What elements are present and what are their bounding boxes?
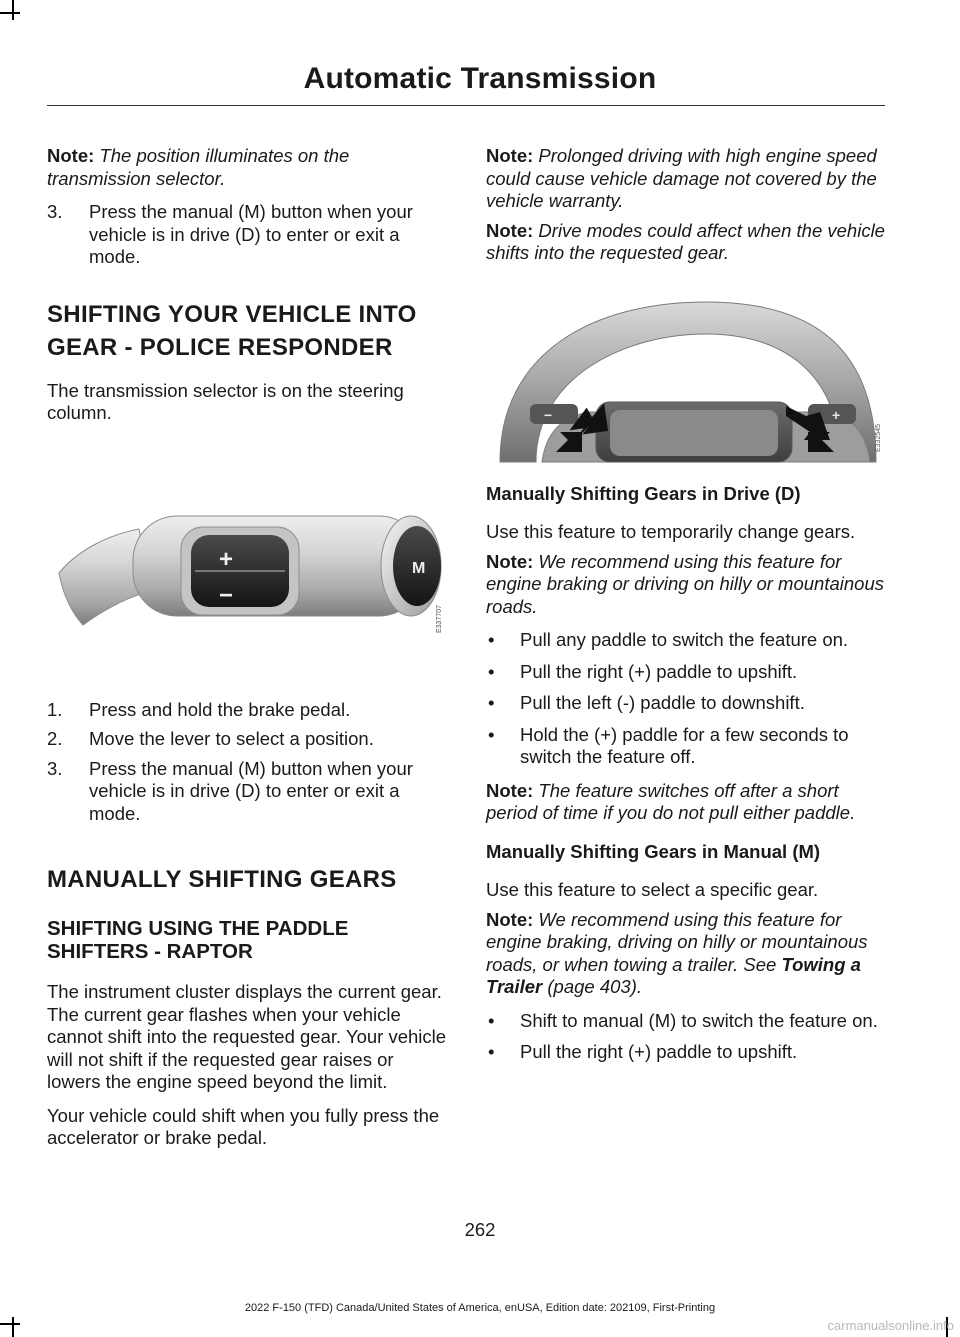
list-item: • Shift to manual (M) to switch the feature on.: [488, 1009, 878, 1031]
subsection-heading: SHIFTING USING THE PADDLE SHIFTERS - RAPTOR: [47, 917, 349, 963]
note: Note: We recommend using this feature for engine braking or driving on hilly or mountainous roads.: [486, 550, 884, 617]
left-column: [47, 145, 447, 1150]
edition-line: 2022 F-150 (TFD) Canada/United States of America, enUSA, Edition date: 202109, First-Printing: [244, 1302, 716, 1314]
figure-code: E332545: [875, 423, 882, 452]
note: Note: The position illuminates on the transmission selector.: [47, 145, 350, 189]
page-number: 262: [464, 1219, 496, 1240]
subsection-heading: Manually Shifting Gears in Drive (D): [486, 482, 801, 504]
crop-mark: [12, 0, 14, 20]
section-heading: SHIFTING YOUR VEHICLE INTO GEAR - POLICE RESPONDER: [47, 300, 417, 361]
list-item: 2. Move the lever to select a position.: [47, 728, 374, 749]
bullet-list: [486, 1010, 886, 1064]
paragraph: Use this feature to temporarily change gears.: [486, 521, 856, 542]
page-title: Automatic Transmission: [303, 62, 657, 95]
watermark: carmanualsonline.info: [827, 1318, 954, 1333]
cross-reference-link[interactable]: Towing a Trailer: [486, 953, 861, 997]
list-item: • Pull the right (+) paddle to upshift.: [488, 1041, 798, 1062]
figure-code: E337707: [436, 604, 443, 633]
steering-wheel-paddles-illustration: [486, 292, 886, 467]
numbered-list: [47, 699, 447, 826]
right-column: [486, 145, 886, 1064]
list-item: • Pull the left (-) paddle to downshift.: [488, 692, 805, 713]
minus-paddle-label: −: [544, 406, 553, 423]
subsection-heading: Manually Shifting Gears in Manual (M): [486, 840, 821, 862]
list-item: • Pull any paddle to switch the feature on.: [488, 629, 849, 650]
paragraph: Your vehicle could shift when you fully press the accelerator or brake pedal.: [47, 1104, 440, 1148]
list-item: 1. Press and hold the brake pedal.: [47, 698, 351, 720]
minus-button-label: −: [219, 581, 234, 609]
list-item: • Hold the (+) paddle for a few seconds to switch the feature off.: [488, 723, 849, 767]
paragraph: The instrument cluster displays the current gear. The current gear flashes when your vehicle cannot shift into the requested gear. Your vehicle will not shift if the requested gear raises or lowers the engine speed beyond the limit.: [47, 981, 447, 1092]
m-button-label: M: [412, 559, 426, 577]
transmission-lever-figure: [47, 463, 447, 678]
crop-mark: [0, 12, 20, 14]
plus-button-label: +: [219, 545, 234, 573]
crop-mark: [0, 1323, 20, 1325]
plus-paddle-label: +: [832, 406, 841, 423]
note: Note: Prolonged driving with high engine speed could cause vehicle damage not covered by the vehicle warranty.: [486, 145, 877, 211]
section-heading: MANUALLY SHIFTING GEARS: [47, 866, 397, 893]
steering-column-lever-illustration: [47, 463, 447, 678]
list-item: • Pull the right (+) paddle to upshift.: [488, 660, 798, 682]
note: Note: Drive modes could affect when the vehicle shifts into the requested gear.: [486, 219, 885, 263]
list-item: 3. Press the manual (M) button when your vehicle is in drive (D) to enter or exit a mode.: [47, 757, 413, 824]
header-divider: [47, 105, 885, 106]
steering-wheel-figure: [486, 292, 886, 467]
list-item: 3. Press the manual (M) button when your vehicle is in drive (D) to enter or exit a mode.: [47, 201, 413, 267]
crop-mark: [12, 1317, 14, 1337]
bullet-list: [486, 629, 886, 769]
note: Note: The feature switches off after a short period of time if you do not pull either paddle.: [486, 779, 856, 823]
paragraph: The transmission selector is on the steering column.: [47, 379, 404, 423]
note: Note: We recommend using this feature for engine braking, driving on hilly or mountainous roads, or when towing a trailer. See Towing a Trailer (page 403).: [486, 908, 868, 997]
paragraph: Use this feature to select a specific gear.: [486, 879, 819, 900]
